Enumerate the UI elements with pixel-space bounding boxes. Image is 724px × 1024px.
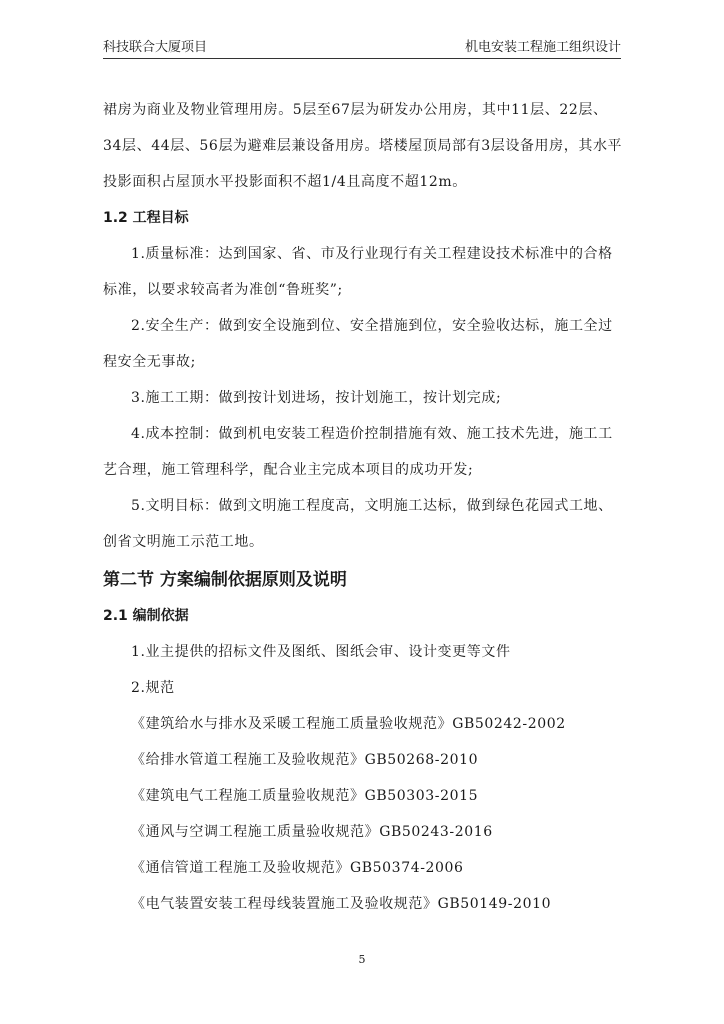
goal-item-quality: 1.质量标准：达到国家、省、市及行业现行有关工程建设技术标准中的合格标准，以要求较高者为准创“鲁班奖”; — [103, 246, 613, 298]
standard-item: 《电气装置安装工程母线装置施工及验收规范》GB50149-2010 — [131, 896, 552, 912]
page-content — [103, 92, 623, 922]
goals-heading: 1.2 工程目标 — [103, 210, 189, 226]
standard-item: 《建筑给水与排水及采暖工程施工质量验收规范》GB50242-2002 — [131, 716, 566, 732]
standard-item: 《通风与空调工程施工质量验收规范》GB50243-2016 — [131, 824, 493, 840]
goal-item-civilized: 5.文明目标：做到文明施工程度高，文明施工达标，做到绿色花园式工地、创省文明施工示范工地。 — [103, 498, 613, 550]
basis-item-standards: 2.规范 — [131, 680, 175, 696]
goal-item-safety: 2.安全生产：做到安全设施到位、安全措施到位，安全验收达标，施工全过程安全无事故; — [103, 318, 613, 370]
page-number: 5 — [358, 953, 366, 966]
standard-item: 《通信管道工程施工及验收规范》GB50374-2006 — [131, 860, 464, 876]
standard-item: 《建筑电气工程施工质量验收规范》GB50303-2015 — [131, 788, 479, 804]
intro-paragraph: 裙房为商业及物业管理用房。5层至67层为研发办公用房，其中11层、22层、34层、44层、56层为避难层兼设备用房。塔楼屋顶局部有3层设备用房，其水平投影面积占屋顶水平投影面积不超1/4且高度不超12m。 — [103, 102, 623, 190]
standard-item: 《给排水管道工程施工及验收规范》GB50268-2010 — [131, 752, 479, 768]
basis-item-documents: 1.业主提供的招标文件及图纸、图纸会审、设计变更等文件 — [131, 644, 511, 660]
page-header — [103, 34, 621, 59]
header-document-title: 机电安装工程施工组织设计 — [464, 40, 621, 55]
goal-item-schedule: 3.施工工期：做到按计划进场，按计划施工，按计划完成; — [131, 390, 502, 406]
header-project-name: 科技联合大厦项目 — [103, 40, 208, 55]
basis-heading: 2.1 编制依据 — [103, 608, 189, 624]
section-title: 第二节 方案编制依据原则及说明 — [103, 570, 347, 590]
goal-item-cost: 4.成本控制：做到机电安装工程造价控制措施有效、施工技术先进，施工工艺合理，施工管理科学，配合业主完成本项目的成功开发; — [103, 426, 613, 478]
